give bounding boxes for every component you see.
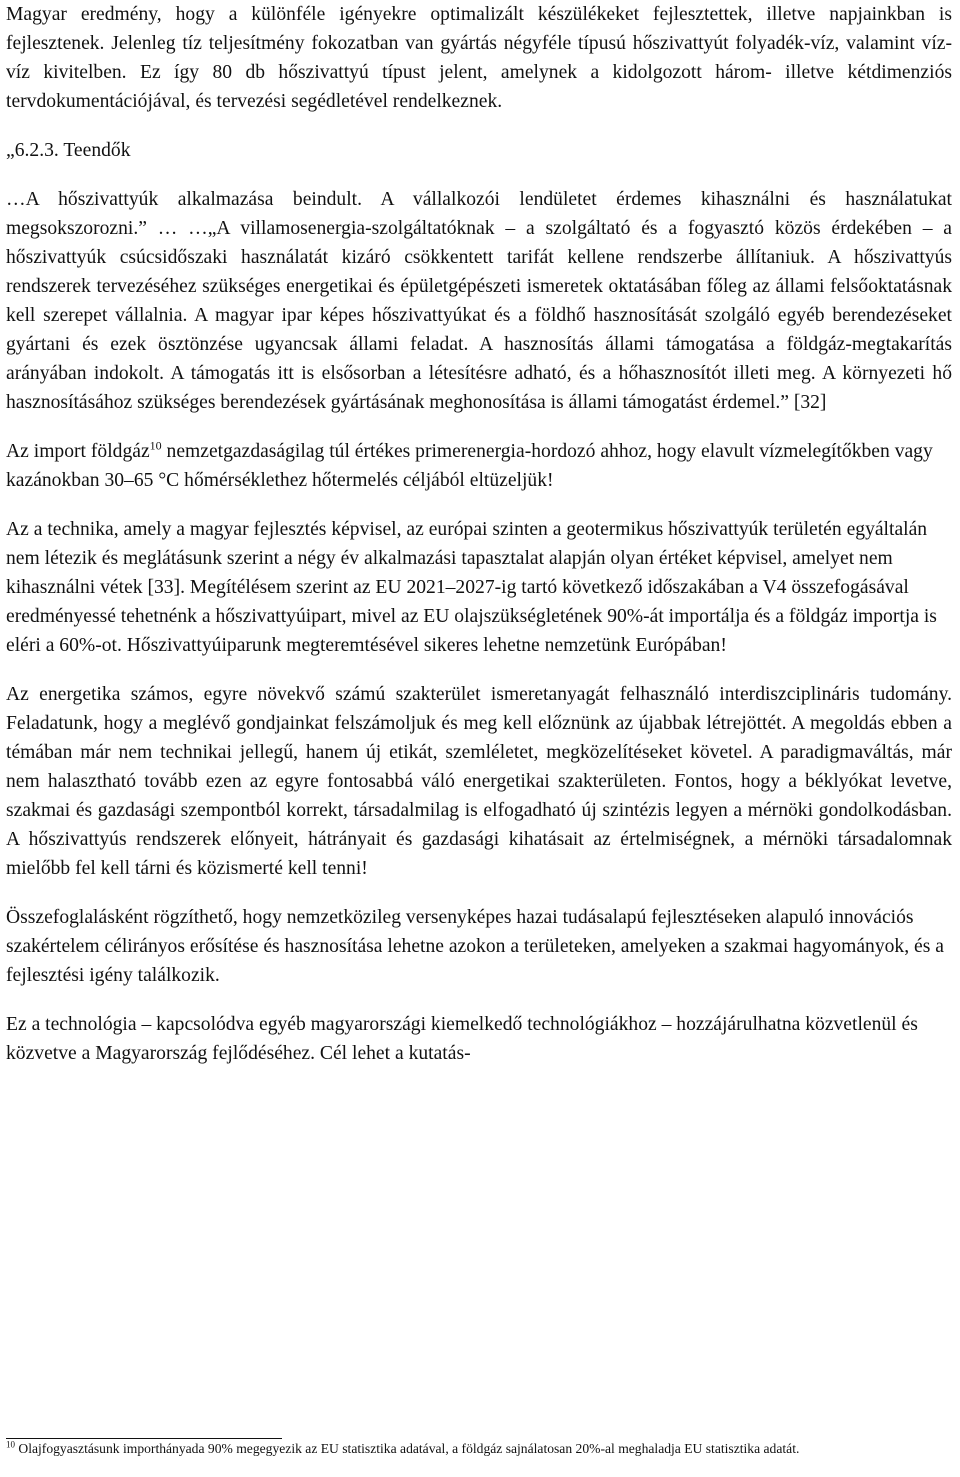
document-page (6, 0, 952, 1068)
paragraph-heat-pump-development: Magyar eredmény, hogy a különféle igényekre optimalizált készülékeket fejlesztettek, illetve napjainkban is fejlesztenek. Jelenleg tíz teljesítmény fokozatban van gyártás négyféle típusú hőszivattyút folyadék-víz, valamint víz-víz kivitelben. Ez így 80 db hőszivattyú típust jelent, amelynek a kidolgozott három- illetve kétdimenziós tervdokumentációjával, és tervezési segédletével rendelkeznek. (6, 4, 952, 112)
paragraph-import-gas (6, 437, 952, 495)
footnote-divider (6, 1438, 282, 1439)
footnote-reference: 10 (149, 438, 162, 453)
footnote-text: Olajfogyasztásunk importhányada 90% megegyezik az EU statisztika adatával, a földgáz sajnálatosan 20%-al meghaladja EU statisztika adatát. (15, 1441, 800, 1456)
footnote (6, 1440, 952, 1457)
paragraph-quoted-tasks: …A hőszivattyúk alkalmazása beindult. A vállalkozói lendületet érdemes kihasználni és használatukat megsokszorozni.” … …„A villamosenergia-szolgáltatóknak – a szolgáltató és a fogyasztó közös érdekében – a hőszivattyúk csúcsidőszaki használatát kizáró csökkentett tarifát kellene rendszerbe állítaniuk. A hőszivattyús rendszerek tervezéséhez szükséges energetikai és épületgépészeti ismeretek oktatásában főleg az állami felsőoktatásnak kell szerepet vállalnia. A magyar ipar képes hőszivattyúkat és a földhő hasznosítását szolgáló egyéb berendezéseket gyártani és ezek ösztönzése ugyancsak állami feladat. A hasznosítás állami támogatása a földgáz-megtakarítás arányában indokolt. A támogatás itt is elsősorban a létesítésre adható, és a hőhasznosítót illeti meg. A környezeti hő hasznosításához szükséges berendezések gyártásának meghonosítása is állami támogatást érdemel.” [32] (6, 189, 952, 413)
paragraph-technology-europe: Az a technika, amely a magyar fejlesztés képvisel, az európai szinten a geotermikus hőszivattyúk területén egyáltalán nem létezik és meglátásunk szerint a négy év alkalmazási tapasztalat alapján olyan értéket képvisel, amelyet nem kihasználni vétek [33]. Megítélésem szerint az EU 2021–2027-ig tartó következő időszakában a V4 összefogásával eredményessé tehetnénk a hőszivattyúipart, mivel az EU olajszükségletének 90%-át importálja és a földgáz importja is eléri a 60%-ot. Hőszivattyúiparunk megteremtésével sikeres lehetne nemzetünk Európában! (6, 519, 937, 656)
paragraph-technology-contribution: Ez a technológia – kapcsolódva egyéb magyarországi kiemelkedő technológiákhoz – hozzájárulhatna közvetlenül és közvetve a Magyarország fejlődéséhez. Cél lehet a kutatás- (6, 1014, 918, 1064)
section-heading-tasks: „6.2.3. Teendők (6, 140, 131, 161)
paragraph-energetics-interdisciplinary: Az energetika számos, egyre növekvő számú szakterület ismeretanyagát felhasználó interdiszciplináris tudomány. Feladatunk, hogy a meglévő gondjainkat felszámoljuk és meg kell előznünk az újabbak létrejöttét. A megoldás ebben a témában már nem technikai jellegű, hanem új etikát, szemléletet, megközelítéseket követel. A paradigmaváltás, már nem halasztható tovább ezen az egyre fontosabbá váló energetikai szakterületen. Fontos, hogy a béklyókat levetve, szakmai és gazdasági szempontból korrekt, társadalmilag is elfogadható új szintézis legyen a mérnöki gondolkodásban. A hőszivattyús rendszerek előnyeit, hátrányait és gazdasági kihatásait az értelmiségnek, a mérnöki társadalomnak mielőbb fel kell tárni és közismerté kell tenni! (6, 684, 952, 879)
paragraph-import-gas-start: Az import földgáz (6, 441, 150, 462)
footnote-number: 10 (6, 1439, 15, 1450)
paragraph-import-gas-rest: nemzetgazdaságilag túl értékes primerenergia-hordozó ahhoz, hogy elavult vízmelegítőkben vagy kazánokban 30–65 °C hőmérséklethez hőtermelés céljából eltüzeljük! (6, 441, 933, 491)
paragraph-summary: Összefoglalásként rögzíthető, hogy nemzetközileg versenyképes hazai tudásalapú fejlesztéseken alapuló innovációs szakértelem célirányos erősítése és hasznosítása lehetne azokon a területeken, amelyeken a szakmai hagyományok, és a fejlesztési igény találkozik. (6, 907, 944, 986)
